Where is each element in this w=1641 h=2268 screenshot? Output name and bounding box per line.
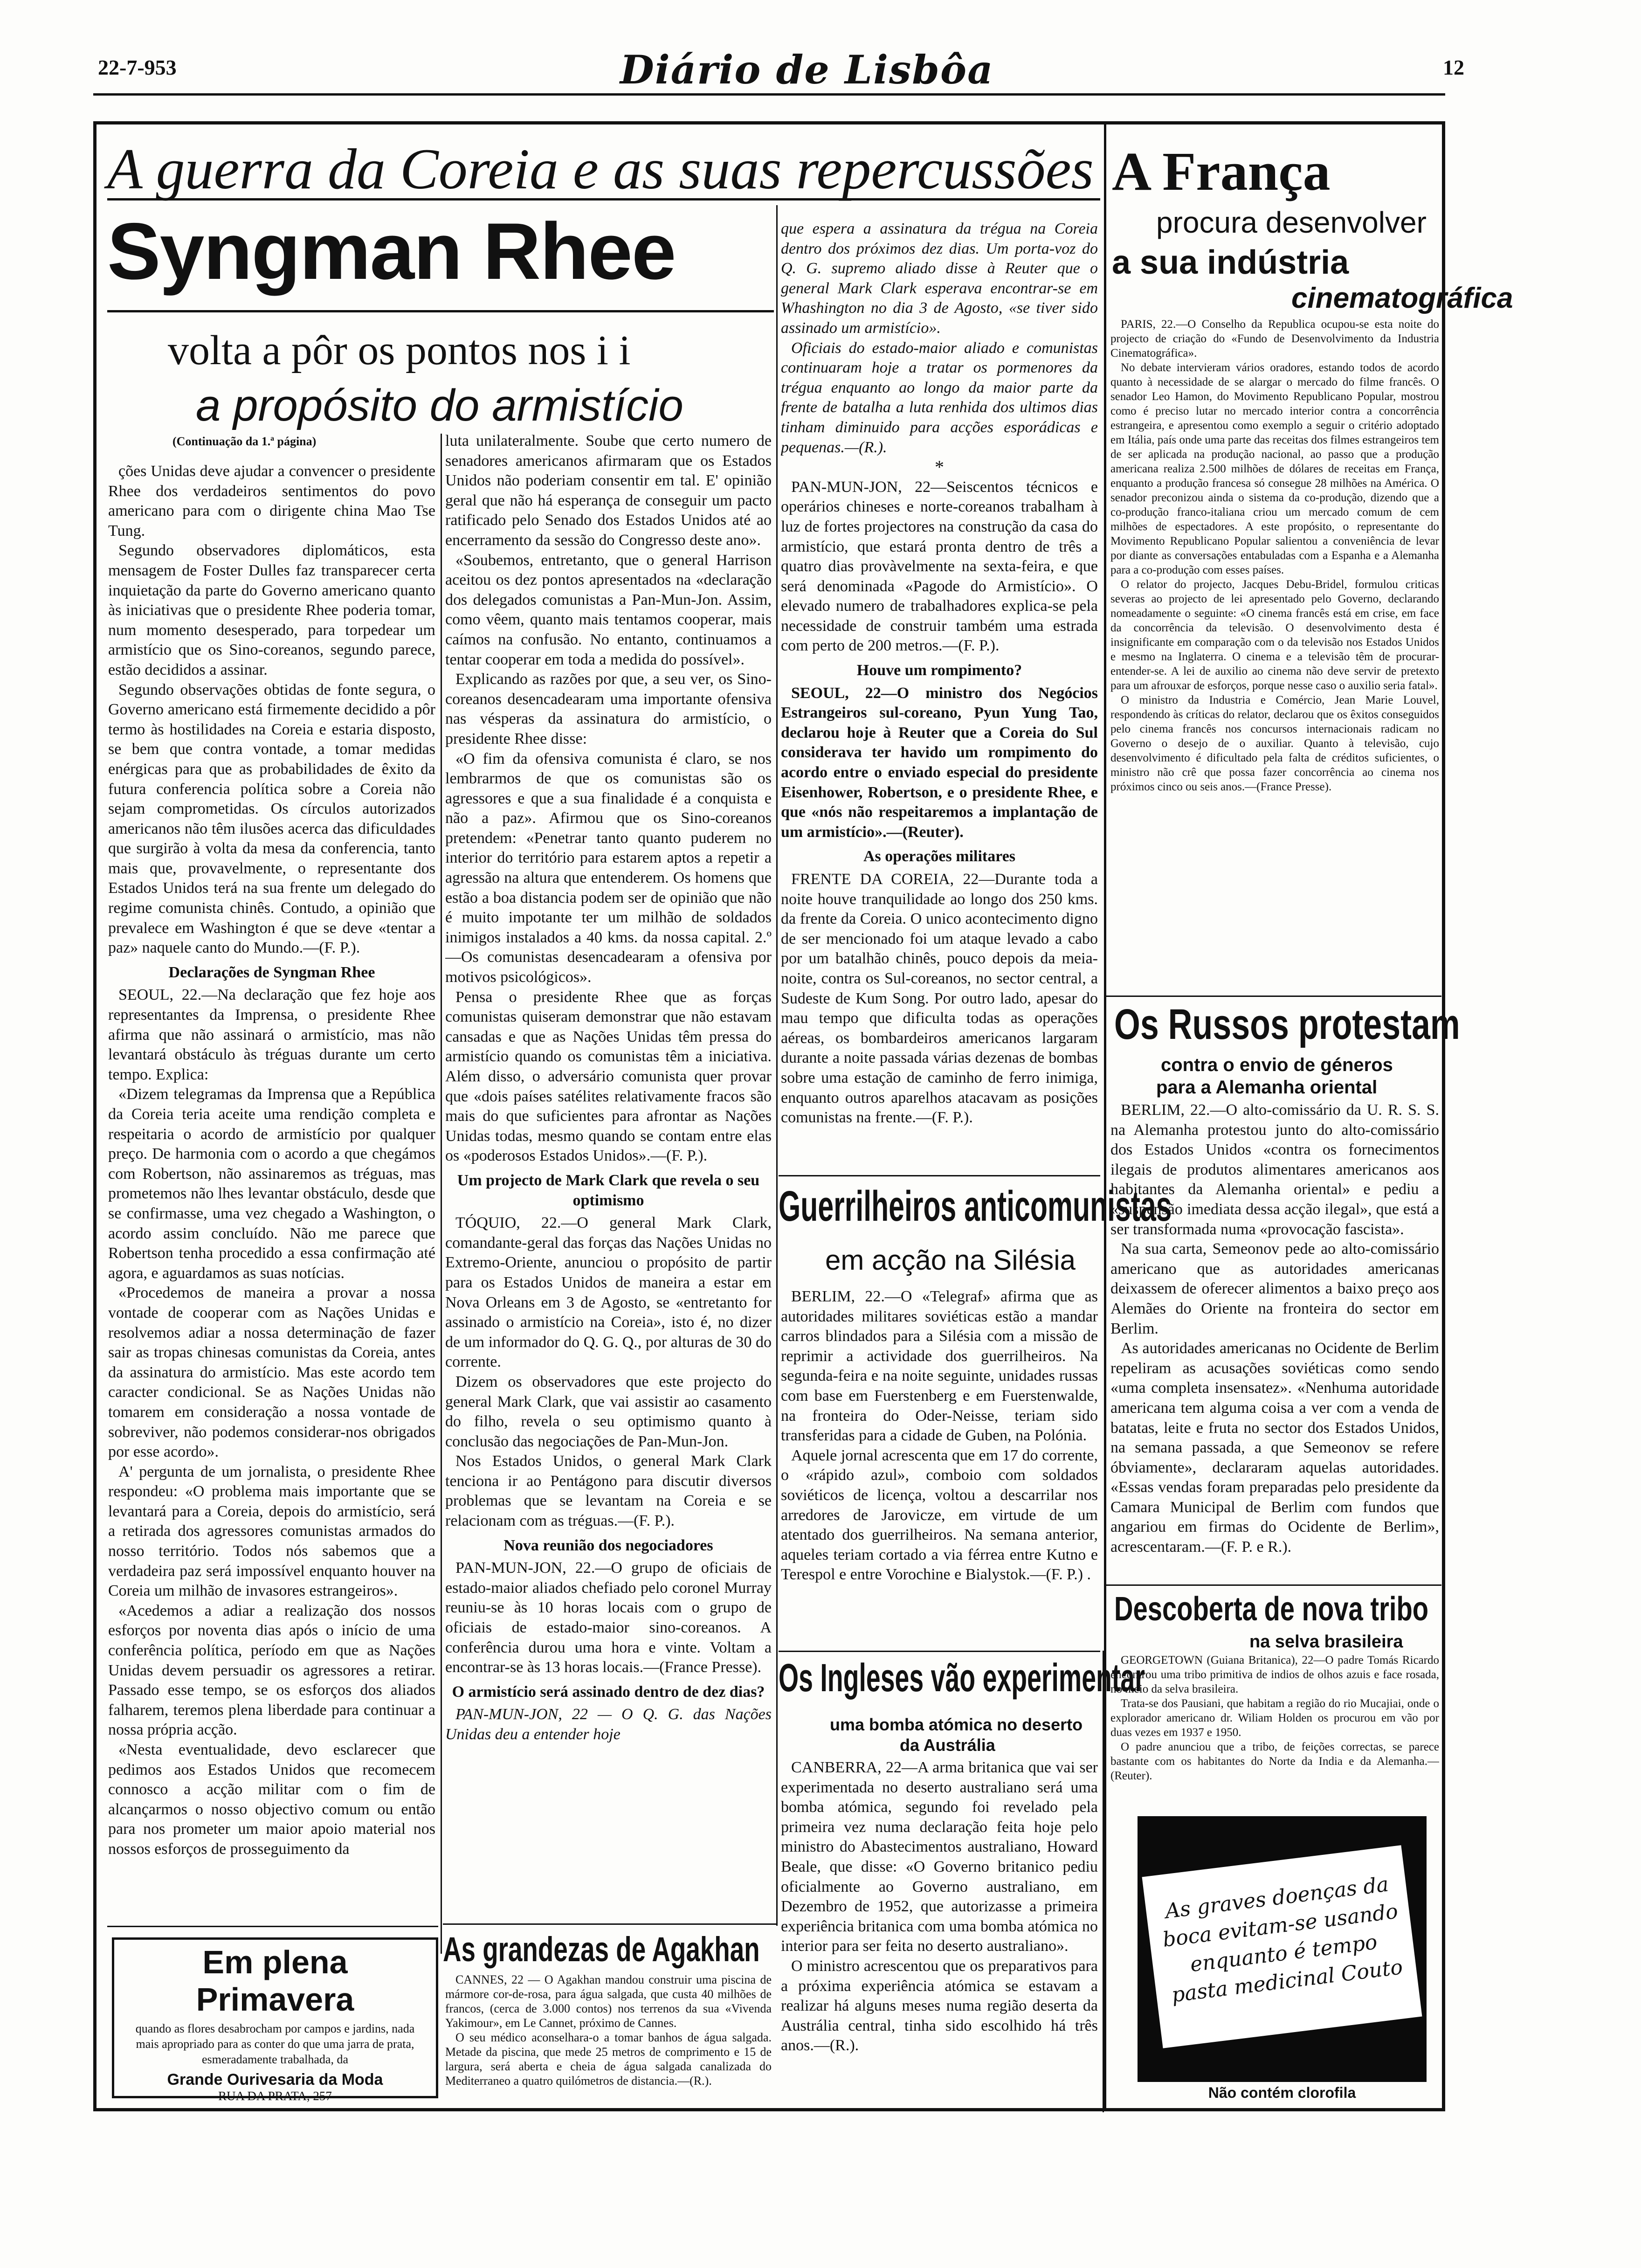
tribo-article	[1110, 1653, 1439, 1807]
ad-headline: Em plena Primavera	[196, 1944, 354, 2018]
franca-headline: A França	[1112, 141, 1331, 202]
headline-rule	[107, 310, 774, 312]
agakhan-headline: As grandezas de Agakhan	[443, 1930, 760, 1969]
subheading: Nova reunião dos negociadores	[503, 1536, 713, 1554]
article-paragraph: Segundo observações obtidas de fonte segura, o Governo americano está firmemente decidido a pôr termo às hostilidades na Coreia e estaria disposto, se bem que contra vontade, a tomar medidas enérgicas para que as probabilidades de êxito da futura conferencia política sobre a Coreia não sejam comprometidas. Os círculos autorizados americanos não têm ilusões acerca das dificuldades que surgirão à volta da mesa da conferencia, tanto mais que, provavelmente, o representante dos Estados Unidos terá na sua frente um delegado do regime comunista chinês. Contudo, a opinião que prevalece em Washington é que se deve «tentar a paz» naquele canto do Mundo.—(F. P.).	[108, 681, 435, 957]
article-paragraph: No debate intervieram vários oradores, estando todos de acordo quanto à necessidade de se alargar o mercado do filme francês. O senador Leo Hamon, do Movimento Republicano Popular, mostrou como é preciso lutar no mercado interior contra a concorrência estrangeira, e apresentou como exemplo a seguir o critério adoptado em Itália, país onde uma parte das receitas dos filmes estrangeiros tem de ser aplicada na produção nacional, ao passo que a produção americana realiza 2.500 milhões de dólares de receitas em França, enquanto a produção francesa só consegue 28 milhões na América. O senador preconizou ainda o sistema da co-produção, dizendo que a co-produção franco-italiana criou um mercado comum de cem milhões de espectadores. A este propósito, o representante do Movimento Republicano Popular salientou a conveniência de levar por diante as conversações entabuladas com a Espanha e a Alemanha para a co-produção com esses países.	[1110, 361, 1439, 576]
article-paragraph: O seu médico aconselhara-o a tomar banhos de água salgada. Metade da piscina, que mede 25 metros de comprimento e 15 de largura, será aberta e cheia de água salgada canalizada do Mediterraneo a quatro quilómetros de distancia.—(R.).	[445, 2031, 772, 2088]
article-paragraph: TÓQUIO, 22.—O general Mark Clark, comandante-geral das forças das Nações Unidas no Extremo-Oriente, anunciou o propósito de partir para os Estados Unidos de maneira a estar em Nova Orleans em 3 de Agosto, se «entretanto for assinado o armistício na Coreia», isto é, no dizer de um informador do Q. G. Q., por alturas de 30 do corrente.	[445, 1214, 772, 1371]
article-paragraph: «Dizem telegramas da Imprensa que a República da Coreia teria aceite uma rendição completa e respeitaria o acordo de armistício por qualquer preço. De harmonia com o acordo a que chegámos com Robertson, não assinaremos as tréguas, mas prometemos não lhes levantar obstáculo, desde que se confirmasse, uma vez chegado a Washington, o acordo assim concluído. Não me parece que Robertson tenha procedido a essa confirmação até agora, e aguardamos as suas notícias.	[108, 1086, 435, 1282]
guerrilheiros-subheadline: em acção na Silésia	[825, 1245, 1076, 1276]
issue-date: 22-7-953	[98, 55, 177, 79]
main-headline: Syngman Rhee	[107, 207, 676, 296]
ad-shop-name: Grande Ourivesaria da Moda	[167, 2071, 383, 2088]
article-paragraph: O relator do projecto, Jacques Debu-Bridel, formulou criticas severas ao projecto de lei apresentado pelo Governo, declarando nomeadamente o seguinte: «O cinema francês está em crise, em face da concorrência da televisão. O desenvolvimento desta é insignificante em comparação com o da televisão nos Estados Unidos e mesmo na Inglaterra. O cinema e a televisão têm de procurar-entender-se. A lei de auxilio ao cinema não deve servir de pretexto para um afrouxar de esforços, porque nesse caso o auxilio seria fatal».	[1110, 578, 1439, 692]
article-paragraph: Na sua carta, Semeonov pede ao alto-comissário americano que as autoridades americanas deixassem de oferecer alimentos a baixo preço aos Alemães do Oriente na fronteira do sector em Berlim.	[1110, 1240, 1439, 1337]
article-paragraph: PARIS, 22.—O Conselho da Republica ocupou-se esta noite do projecto de criação do «Fundo de Desenvolvimento da Industria Cinematográfica».	[1110, 318, 1439, 360]
article-paragraph: SEOUL, 22.—Na declaração que fez hoje aos representantes da Imprensa, o presidente Rhee afirma que não assinará o armistício, mas não levantará obstáculo às tréguas durante um certo tempo. Explica:	[108, 986, 435, 1083]
ingleses-subheadline-2: da Austrália	[900, 1736, 995, 1755]
korea-column-2	[445, 431, 772, 1921]
article-paragraph: «O fim da ofensiva comunista é claro, se nos lembrarmos de que os comunistas são os agressores e que a sua finalidade é a conquista e não a paz». Afirmou que os Sino-coreanos pretendem: «Penetrar tanto quanto puderem no interior do território para estarem aptos a repetir a agressão na altura que entenderem. Os homens que estão a boa distancia podem ser de opinião que não é muito impotante ter um milhão de soldados inimigos instalados a 40 kms. da nossa capital. 2.º—Os comunistas desencadearam a ofensiva por motivos psicológicos».	[445, 750, 772, 986]
article-paragraph: Oficiais do estado-maior aliado e comunistas continuaram hoje a tratar os pormenores da trégua enquanto ao longo da maior parte da frente de batalha a luta renhida dos ultimos dias tinham diminuido para acções esporádicas e pequenas.—(R.).	[781, 339, 1098, 456]
tribo-headline: Descoberta de nova tribo	[1114, 1590, 1429, 1628]
col1-end-rule	[107, 1926, 438, 1927]
article-paragraph: ções Unidas deve ajudar a convencer o presidente Rhee dos verdadeiros sentimentos do povo americano para com o dirigente china Mao Tse Tung.	[108, 463, 435, 539]
korea-column-1	[108, 462, 435, 1923]
agakhan-article	[445, 1972, 772, 2110]
article-paragraph: Pensa o presidente Rhee que as forças comunistas quiseram demonstrar que não estavam cansadas e que as Nações Unidas têm pressa do armistício quando os comunistas têm a iniciativa. Além disso, o adversário comunista quer provar que «dois países satélites relativamente fracos são mais do que suficientes para afrontar as Nações Unidas todas, mesmo quando se contam entre elas os «poderosos Estados Unidos».—(F. P.).	[445, 988, 772, 1165]
article-paragraph: Explicando as razões por que, a seu ver, os Sino-coreanos desencadearam uma importante ofensiva nas vésperas da assinatura do armistício, o presidente Rhee disse:	[445, 671, 772, 747]
ad-caption: Não contém clorofila	[1208, 2084, 1356, 2101]
ingleses-article	[781, 1758, 1098, 2108]
subheading: O armistício será assinado dentro de dez dias?	[452, 1683, 765, 1701]
article-paragraph: O ministro acrescentou que os preparativos para a próxima experiência atómica se estavam a realizar há alguns meses numa região deserta da Austrália central, tinha sido escolhido há três anos.—(R.).	[781, 1957, 1098, 2054]
franca-deck-2: a sua indústria	[1112, 244, 1349, 281]
article-paragraph: FRENTE DA COREIA, 22—Durante toda a noite houve tranquilidade ao longo dos 250 kms. da frente da Coreia. O unico acontecimento digno de ser mencionado foi um ataque levado a cabo por um batalhão chinês, pouco depois da meia-noite, contra os Sul-coreanos, no sector central, a Sudeste de Kum Song. Por outro lado, apesar do mau tempo que dificulta todas as operações aéreas, os bombardeiros americanos largaram durante a noite passada várias dezenas de bombas sobre uma estação de caminho de ferro inimiga, enquanto outros aparelhos atacavam as posições comunistas na frente.—(F. P.).	[781, 871, 1098, 1127]
article-paragraph: CANBERRA, 22—A arma britanica que vai ser experimentada no deserto australiano será uma bomba atómica, segundo foi revelado pela primeira vez numa declaração feita hoje pelo ministro do Abastecimentos australiano, Howard Beale, que disse: «O Governo britanico pediu oficialmente ao Governo australiano, em Dezembro de 1952, que autorizasse a primeira experiência britanica com uma bomba atómica no interior para ser feita no deserto australiano».	[781, 1759, 1098, 1955]
masthead-rule	[93, 93, 1445, 96]
article-paragraph: Dizem os observadores que este projecto do general Mark Clark, que vai assistir ao casamento do filho, revela o seu optimismo quanto à conclusão das negociações de Pan-Mun-Jon.	[445, 1373, 772, 1450]
right-column-divider	[1104, 124, 1106, 2108]
subheading: Um projecto de Mark Clark que revela o seu optimismo	[457, 1171, 760, 1209]
article-paragraph: As autoridades americanas no Ocidente de Berlim repeliram as acusações soviéticas como sendo «uma completa insensatez». «Nenhuma autoridade americana tem alguma coisa a ver com a venda de batatas, leite e fruta no sector dos Estados Unidos, na semana passada, a que Semeonov se refere óbviamente», declararam aquelas autoridades. «Essas vendas foram preparadas pelo presidente da Camara Municipal de Berlim com fundos que angariou em firmas do Ocidente de Berlim», acrescentaram.—(F. P. e R.).	[1110, 1340, 1439, 1556]
franca-article	[1110, 317, 1439, 993]
korea-column-3	[781, 219, 1098, 1173]
russos-headline: Os Russos protestam	[1114, 1001, 1460, 1048]
article-paragraph: PAN-MUN-JON, 22—Seiscentos técnicos e operários chineses e norte-coreanos trabalham à luz de fortes projectores na construção da casa do armistício, que estará pronta dentro de três a quatro dias provàvelmente na sexta-feira, e que será denominada «Pagode do Armistício». O elevado numero de trabalhadores explica-se pela necessidade de construir também uma estrada com perto de 200 metros.—(F. P.).	[781, 478, 1098, 655]
ad-script-text: As graves doenças da boca evitam-se usando enquanto é tempo pasta medicinal Couto	[1161, 1872, 1404, 2007]
continuation-note: (Continuação da 1.ª página)	[172, 435, 317, 448]
col-divider-1	[441, 434, 442, 1954]
tribo-rule	[1106, 1584, 1441, 1586]
guerrilheiros-rule	[779, 1175, 1100, 1176]
tribo-subheadline: na selva brasileira	[1249, 1632, 1403, 1652]
ingleses-rule	[779, 1651, 1100, 1652]
article-paragraph: GEORGETOWN (Guiana Britanica), 22—O padre Tomás Ricardo encontrou uma tribo primitiva de indios de olhos azuis e face rosada, no meio da selva brasileira.	[1110, 1654, 1439, 1695]
headline-deck-italic: a propósito do armistício	[196, 380, 683, 430]
col-divider-4	[1103, 1651, 1104, 2112]
article-paragraph: BERLIM, 22.—O alto-comissário da U. R. S. S. na Alemanha protestou junto do alto-comissário dos Estados Unidos «contra os fornecimentos ilegais de produtos alimentares americanos aos habitantes da Alemanha oriental» e pediu a «suspensão imediata dessa acção ilegal», que está a ser transformada numa «provocação fascista».	[1110, 1101, 1439, 1238]
guerrilheiros-article	[781, 1287, 1098, 1648]
russos-subheadline: contra o envio de géneros	[1161, 1055, 1393, 1075]
article-paragraph: SEOUL, 22—O ministro dos Negócios Estrangeiros sul-coreano, Pyun Yung Tao, declarou hoje à Reuter que a Coreia do Sul considerava ter havido um rompimento do acordo entre o enviado especial do presidente Eisenhower, Robertson, e o presidente Rhee, e que «nós não respeitaremos a implantação de um armistício».—(Reuter).	[781, 684, 1098, 841]
franca-deck-1: procura desenvolver	[1156, 206, 1427, 239]
page-number: 12	[1443, 55, 1464, 79]
headline-deck: volta a pôr os pontos nos i i	[168, 327, 631, 373]
guerrilheiros-headline: Guerrilheiros anticomunistas	[779, 1182, 1172, 1230]
section-separator: *	[935, 456, 944, 478]
article-paragraph: luta unilateralmente. Soube que certo numero de senadores americanos afirmaram que os Estados Unidos não poderiam consentir em tal. E' opinião geral que não há esperança de conseguir um pacto ratificado pelo Senado dos Estados Unidos até ao encerramento da sessão do Congresso deste ano».	[445, 432, 772, 549]
ad-address: RUA DA PRATA, 257	[218, 2089, 332, 2103]
article-paragraph: CANNES, 22 — O Agakhan mandou construir uma piscina de mármore cor-de-rosa, para água salgada, que custa 40 milhões de francos, (cerca de 3.000 contos) nos terrenos da sua «Vivenda Yakimour», em Le Cannet, próximo de Cannes.	[445, 1973, 772, 2030]
article-paragraph: A' pergunta de um jornalista, o presidente Rhee respondeu: «O problema mais importante que se levantará para a Coreia, depois do armistício, será a retirada dos agressores comunistas armados do nosso território. Todos nós sabemos que a verdadeira paz será impossível enquanto houver na Coreia um milhão de invasores estrangeiros».	[108, 1463, 435, 1600]
newspaper-title: Diário de Lisbôa	[620, 47, 994, 93]
franca-deck-3: cinematográfica	[1291, 282, 1513, 314]
article-paragraph: «Acedemos a adiar a realização dos nossos esforços por noventa dias após o início de uma conferência política, período em que as Nações Unidas devem persuadir os agressores a retirar. Passado esse tempo, se os esforços dos aliados falharem, teremos plena liberdade para continuar a nossa própria acção.	[108, 1602, 435, 1739]
subheading: Houve um rompimento?	[856, 662, 1022, 679]
col-divider-3	[776, 205, 778, 1926]
article-paragraph: PAN-MUN-JON, 22.—O grupo de oficiais de estado-maior aliados chefiado pelo coronel Murray reuniu-se às 10 horas locais com o grupo de oficiais de estado-maior sino-coreanos. A conferência durou uma hora e vinte. Voltam a encontrar-se às 13 horas locais.—(France Presse).	[445, 1559, 772, 1676]
article-paragraph: PAN-MUN-JON, 22 — O Q. G. das Nações Unidas deu a entender hoje	[445, 1706, 772, 1743]
russos-rule	[1106, 996, 1441, 997]
russos-subheadline-2: para a Alemanha oriental	[1156, 1077, 1378, 1098]
article-paragraph: Segundo observadores diplomáticos, esta mensagem de Foster Dulles faz transparecer certa inquietação da parte do Governo americano quanto às iniciativas que o presidente Rhee poderia tomar, num momento desesperado, para torpedear um armistício que os Sino-coreanos, segundo parece, estão decididos a assinar.	[108, 542, 435, 678]
advertisement-primavera	[112, 1937, 438, 2103]
russos-article	[1110, 1100, 1439, 1581]
article-paragraph: «Procedemos de maneira a provar a nossa vontade de cooperar com as Nações Unidas e resolvemos adiar a nossa determinação de fazer sair as tropas chinesas comunistas da Coreia, antes da assinatura do armistício. Mas este acordo tem caracter condicional. Se as Nações Unidas não tomarem em consideração a nossa vontade de sobreviver, não podemos considerar-nos obrigados por esse acordo».	[108, 1284, 435, 1461]
article-paragraph: BERLIM, 22.—O «Telegraf» afirma que as autoridades militares soviéticas estão a mandar carros blindados para a Silésia com a missão de reprimir a actividade dos guerrilheiros. Na segunda-feira e na noite seguinte, unidades russas com base em Fuerstenberg e em Fuerstenwalde, na fronteira do Oder-Neisse, teriam sido transferidas para a cidade de Guben, na Polónia.	[781, 1288, 1098, 1445]
article-paragraph: Trata-se dos Pausiani, que habitam a região do rio Mucajiai, onde o explorador americano dr. Wiliam Holden os procurou em vão por duas vezes em 1937 e 1950.	[1110, 1697, 1439, 1739]
agakhan-rule	[443, 1923, 776, 1925]
article-paragraph: que espera a assinatura da trégua na Coreia dentro dos próximos dez dias. Um porta-voz do Q. G. supremo aliado disse à Reuter que o general Mark Clark esperava encontrar-se em Whashington no dia 3 de Agosto, «se tiver sido assinado um armistício».	[781, 220, 1098, 337]
article-paragraph: «Soubemos, entretanto, que o general Harrison aceitou os dez pontos apresentados na «declaração dos delegados comunistas a Pan-Mun-Jon. Assim, como vêem, quanto mais tentamos cooperar, mais caímos na confusão. No entanto, continuamos a tentar cooperar em toda a medida do possível».	[445, 551, 772, 668]
article-paragraph: Aquele jornal acrescenta que em 17 do corrente, o «rápido azul», comboio com soldados soviéticos de licença, voltou a descarrilar nos arredores de Jarovicze, em virtude de um atentado dos guerrilheiros. Na semana anterior, aqueles teriam cortado a via férrea entre Kutno e Terespol e entre Vorochine e Bialystok.—(F. P.) .	[781, 1446, 1098, 1583]
subheading: As operações militares	[863, 848, 1016, 865]
ingleses-headline: Os Ingleses vão experimentar	[779, 1656, 1145, 1700]
ingleses-subheadline: uma bomba atómica no deserto	[830, 1715, 1083, 1734]
article-paragraph: «Nesta eventualidade, devo esclarecer que pedimos aos Estados Unidos que recomecem connosco a acção militar com o fim de alcançarmos o nosso objectivo comum ou então para nos prometer um maior apoio material nos nossos esforços de prosseguimento da	[108, 1741, 435, 1858]
ad-text: quando as flores desabrocham por campos e jardins, nada mais apropriado para as conter do que uma jarra de prata, esmeradamente trabalhada, da	[135, 2022, 415, 2066]
section-kicker: A guerra da Coreia e as suas repercussões	[107, 137, 1094, 201]
subheading: Declarações de Syngman Rhee	[168, 963, 375, 981]
article-paragraph: O padre anunciou que a tribo, de feições correctas, se parece bastante com os habitantes do Norte da India e da Alemanha.—(Reuter).	[1110, 1741, 1439, 1782]
article-paragraph: O ministro da Industria e Comércio, Jean Marie Louvel, respondendo às críticas do relator, declarou que os êxitos conseguidos pelo cinema francês nos concursos internacionais radicam no Governo o desejo de o auxiliar. Quanto à televisão, cujo desenvolvimento é dificultado pela falta de créditos suficientes, o ministro não crê que possa fazer concorrência ao cinema nos próximos cinco ou seis anos.—(France Presse).	[1110, 694, 1439, 793]
article-paragraph: Nos Estados Unidos, o general Mark Clark tenciona ir ao Pentágono para discutir diversos problemas que se levantam na Coreia e se relacionam com as tréguas.—(F. P.).	[445, 1452, 772, 1530]
